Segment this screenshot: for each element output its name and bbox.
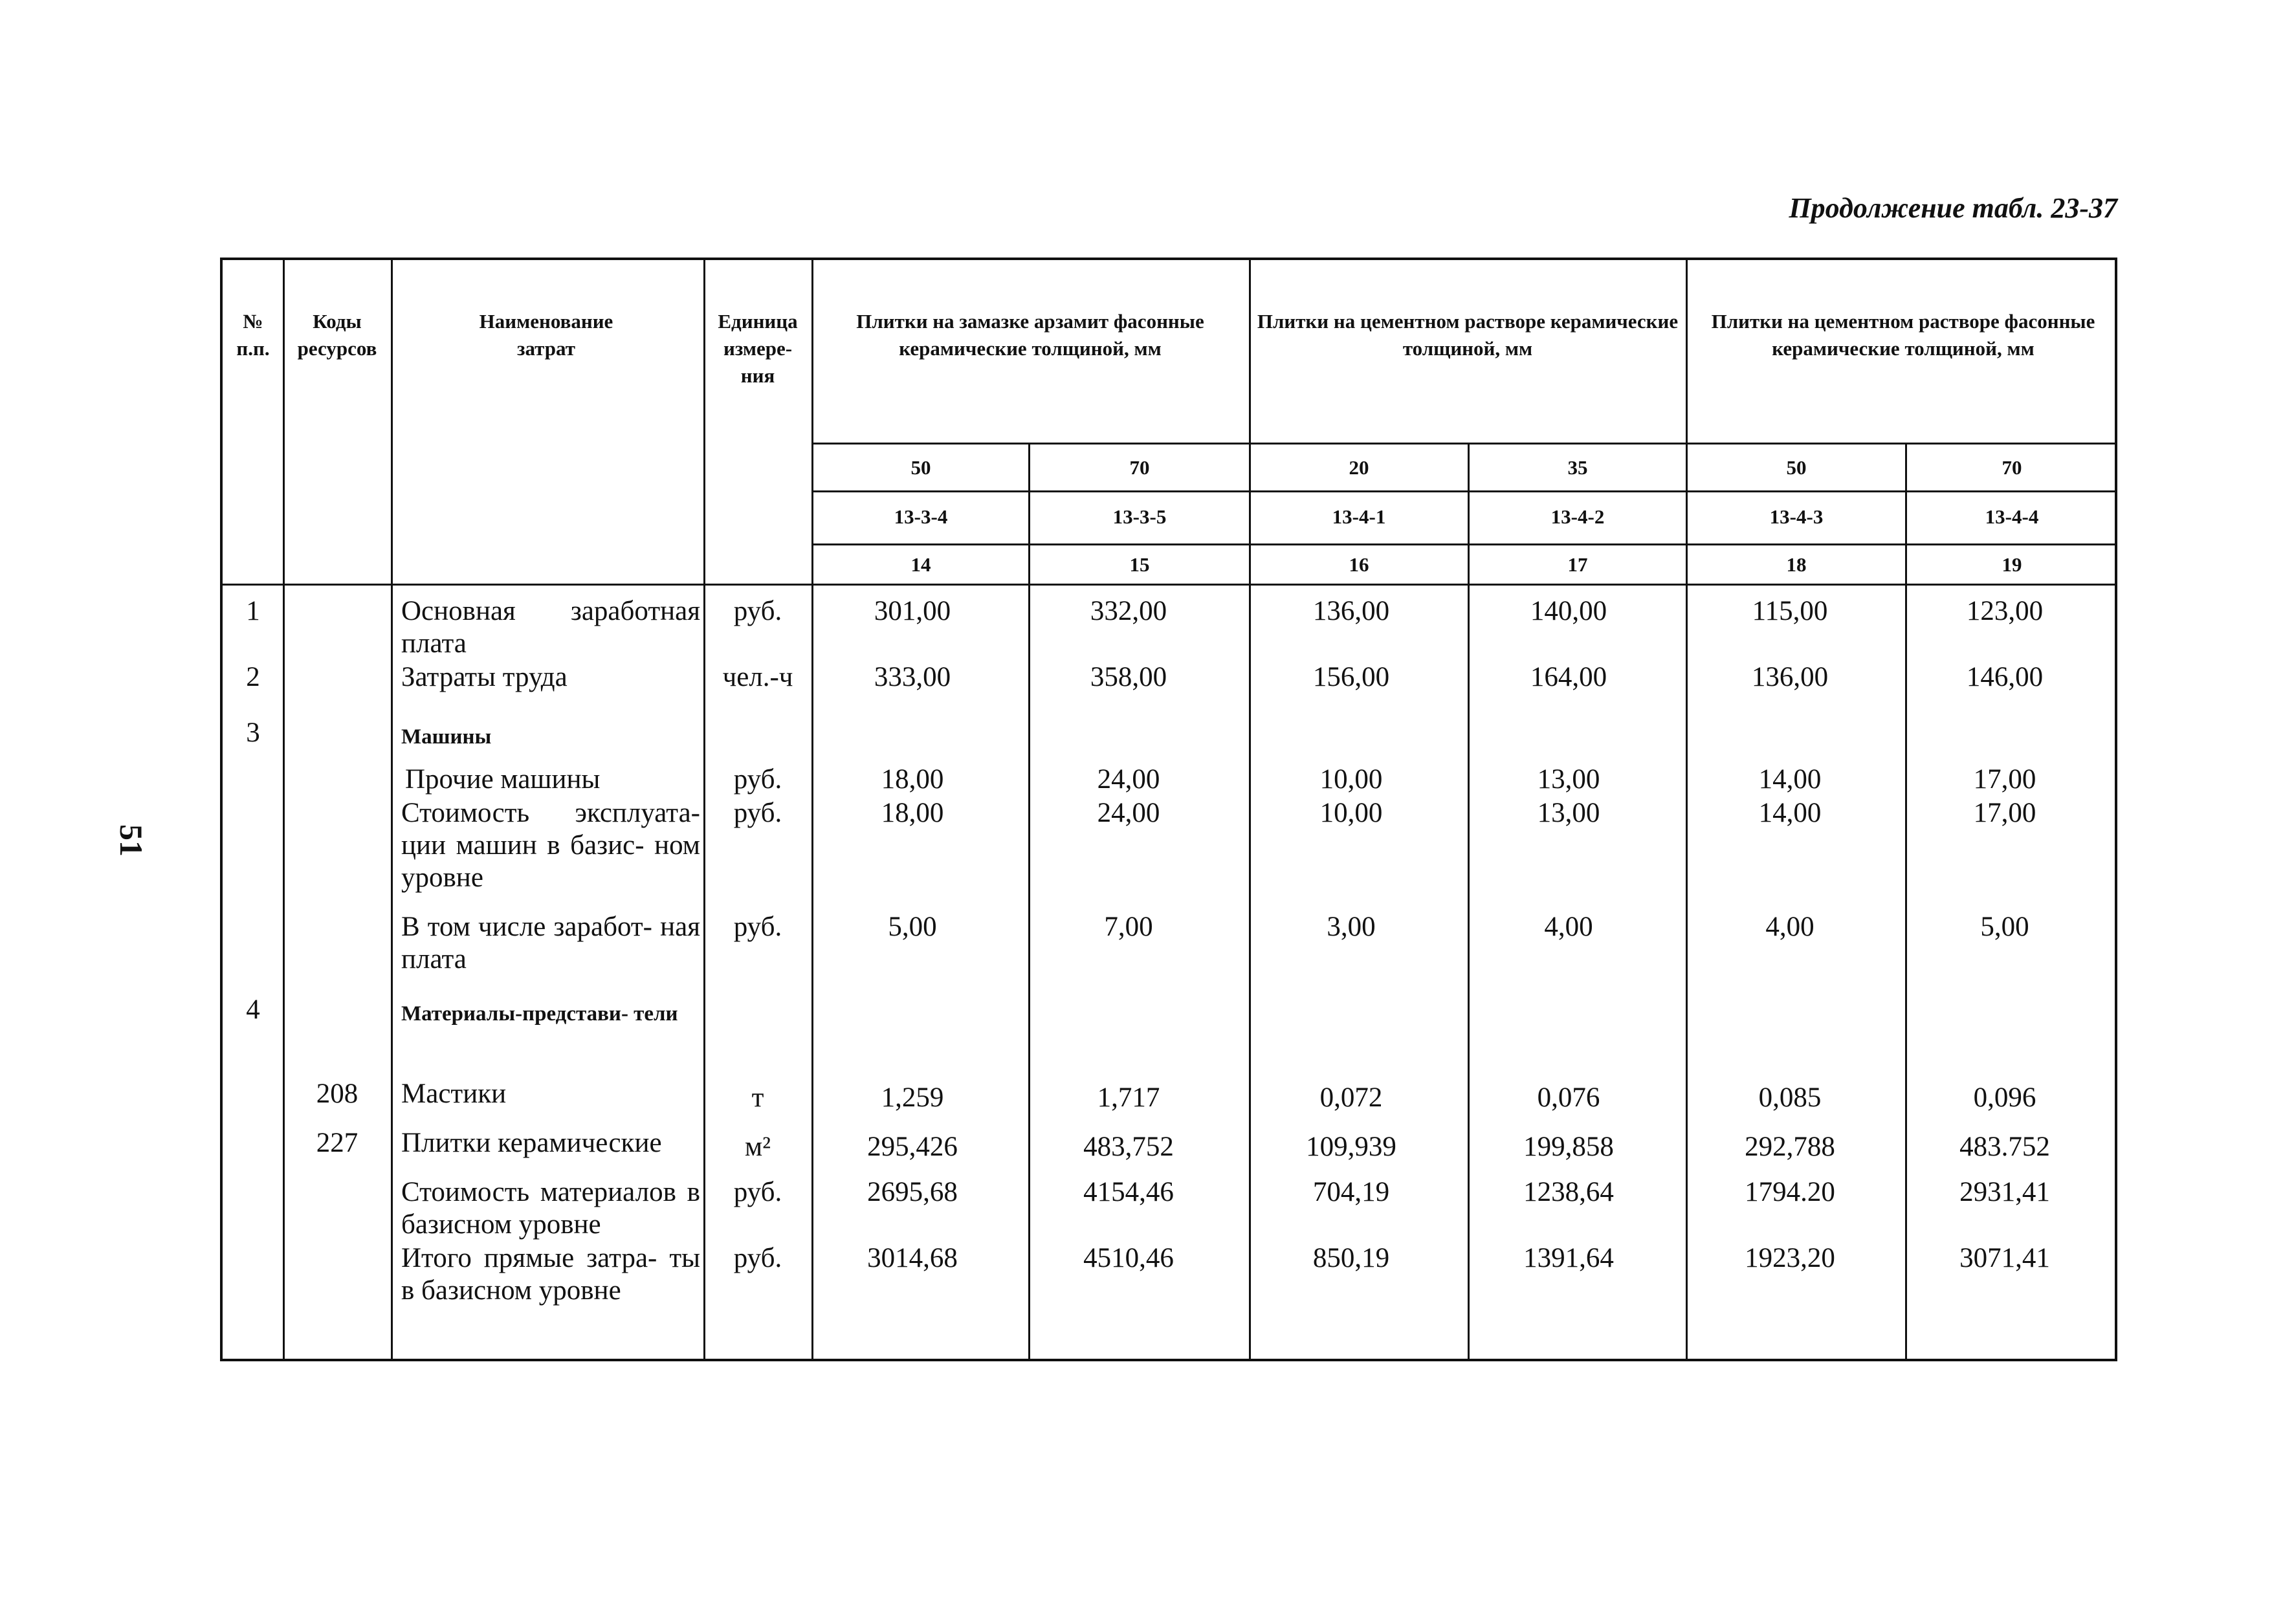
value-cell: 704,19 bbox=[1312, 1177, 1390, 1207]
table-continuation-caption: Продолжение табл. 23-37 bbox=[1789, 192, 2117, 224]
unit: т bbox=[751, 1082, 764, 1113]
thickness-cell: 70 bbox=[2002, 456, 2022, 479]
page-number: 51 bbox=[113, 824, 149, 857]
value-cell: 850,19 bbox=[1312, 1243, 1390, 1273]
resource-code: 227 bbox=[316, 1128, 358, 1158]
colnum-cell: 16 bbox=[1349, 553, 1369, 576]
value-cell: 136,00 bbox=[1312, 596, 1390, 626]
row-number: 4 bbox=[246, 994, 260, 1025]
value-cell: 5,00 bbox=[1980, 912, 2029, 942]
value-cell: 199,858 bbox=[1523, 1132, 1614, 1162]
cost-name: Прочие машины bbox=[405, 764, 601, 795]
value-cell: 14,00 bbox=[1758, 798, 1822, 828]
cost-name: Стоимость материалов в базисном уровне bbox=[401, 1177, 700, 1240]
row-divider bbox=[811, 490, 2117, 492]
value-cell: 4,00 bbox=[1544, 912, 1593, 942]
code-cell: 13-4-3 bbox=[1769, 505, 1824, 528]
cost-name: Затраты труда bbox=[401, 662, 568, 692]
value-cell: 10,00 bbox=[1319, 798, 1383, 828]
colnum-cell: 15 bbox=[1129, 553, 1150, 576]
unit: руб. bbox=[733, 764, 782, 795]
cost-name: Плитки керамические bbox=[401, 1128, 662, 1158]
code-cell: 13-4-1 bbox=[1332, 505, 1386, 528]
header-group-2: Плитки на цементном растворе керамические толщиной, мм bbox=[1257, 310, 1679, 360]
cost-name: Мастики bbox=[401, 1079, 507, 1109]
cost-name: Материалы-представи- тели bbox=[401, 1002, 678, 1026]
value-cell: 17,00 bbox=[1973, 798, 2036, 828]
thickness-cell: 20 bbox=[1349, 456, 1369, 479]
header-name: Наименование затрат bbox=[479, 310, 613, 360]
value-cell: 0,076 bbox=[1537, 1082, 1600, 1113]
value-cell: 164,00 bbox=[1530, 662, 1607, 692]
value-cell: 1923,20 bbox=[1745, 1243, 1835, 1273]
value-cell: 0,096 bbox=[1973, 1082, 2036, 1113]
value-cell: 0,072 bbox=[1319, 1082, 1383, 1113]
unit: руб. bbox=[733, 912, 782, 942]
value-cell: 2931,41 bbox=[1959, 1177, 2050, 1207]
cost-name: Машины bbox=[401, 725, 492, 749]
unit: руб. bbox=[733, 1177, 782, 1207]
value-cell: 18,00 bbox=[881, 764, 944, 795]
value-cell: 14,00 bbox=[1758, 764, 1822, 795]
value-cell: 13,00 bbox=[1537, 798, 1600, 828]
row-number: 3 bbox=[246, 718, 260, 748]
row-divider bbox=[811, 443, 2117, 444]
value-cell: 146,00 bbox=[1966, 662, 2044, 692]
row-number: 1 bbox=[246, 596, 260, 626]
unit: чел.-ч bbox=[722, 662, 793, 692]
value-cell: 4,00 bbox=[1765, 912, 1814, 942]
code-cell: 13-4-4 bbox=[1985, 505, 2039, 528]
header-no: № п.п. bbox=[236, 310, 270, 360]
value-cell: 109,939 bbox=[1306, 1132, 1396, 1162]
colnum-cell: 18 bbox=[1786, 553, 1807, 576]
row-divider bbox=[811, 543, 2117, 545]
code-cell: 13-3-5 bbox=[1112, 505, 1167, 528]
value-cell: 10,00 bbox=[1319, 764, 1383, 795]
cost-name: Основная заработная плата bbox=[401, 596, 700, 659]
thickness-cell: 35 bbox=[1567, 456, 1588, 479]
colnum-cell: 19 bbox=[2002, 553, 2022, 576]
header-unit: Единица измере- ния bbox=[718, 310, 798, 387]
value-cell: 136,00 bbox=[1751, 662, 1829, 692]
value-cell: 156,00 bbox=[1312, 662, 1390, 692]
value-cell: 123,00 bbox=[1966, 596, 2044, 626]
value-cell: 1,259 bbox=[881, 1082, 944, 1113]
value-cell: 17,00 bbox=[1973, 764, 2036, 795]
thickness-cell: 70 bbox=[1129, 456, 1150, 479]
col-divider bbox=[283, 260, 285, 1361]
code-cell: 13-3-4 bbox=[894, 505, 948, 528]
code-cell: 13-4-2 bbox=[1550, 505, 1605, 528]
value-cell: 3014,68 bbox=[867, 1243, 958, 1273]
colnum-cell: 17 bbox=[1567, 553, 1588, 576]
thickness-cell: 50 bbox=[1786, 456, 1807, 479]
value-cell: 3,00 bbox=[1327, 912, 1376, 942]
unit: руб. bbox=[733, 596, 782, 626]
value-cell: 13,00 bbox=[1537, 764, 1600, 795]
value-cell: 483.752 bbox=[1959, 1132, 2050, 1162]
unit: м² bbox=[744, 1132, 771, 1162]
value-cell: 2695,68 bbox=[867, 1177, 958, 1207]
value-cell: 333,00 bbox=[874, 662, 951, 692]
col-divider bbox=[391, 260, 393, 1361]
resource-code: 208 bbox=[316, 1079, 358, 1109]
value-cell: 24,00 bbox=[1097, 764, 1160, 795]
col-divider bbox=[1468, 444, 1470, 1361]
col-divider bbox=[1905, 444, 1907, 1361]
unit: руб. bbox=[733, 798, 782, 828]
value-cell: 292,788 bbox=[1745, 1132, 1835, 1162]
value-cell: 1238,64 bbox=[1523, 1177, 1614, 1207]
thickness-cell: 50 bbox=[910, 456, 931, 479]
value-cell: 301,00 bbox=[874, 596, 951, 626]
resource-table bbox=[220, 258, 2117, 1361]
value-cell: 3071,41 bbox=[1959, 1243, 2050, 1273]
value-cell: 5,00 bbox=[888, 912, 937, 942]
value-cell: 483,752 bbox=[1083, 1132, 1174, 1162]
header-codes: Коды ресурсов bbox=[297, 310, 377, 360]
value-cell: 358,00 bbox=[1090, 662, 1167, 692]
value-cell: 24,00 bbox=[1097, 798, 1160, 828]
col-divider bbox=[1028, 444, 1030, 1361]
value-cell: 18,00 bbox=[881, 798, 944, 828]
row-divider bbox=[223, 584, 2117, 586]
cost-name: Стоимость эксплуата- ции машин в базис- ном уровне bbox=[401, 798, 700, 893]
value-cell: 4154,46 bbox=[1083, 1177, 1174, 1207]
header-group-1: Плитки на замазке арзамит фасонные керамические толщиной, мм bbox=[856, 310, 1204, 360]
header-group-3: Плитки на цементном растворе фасонные керамические толщиной, мм bbox=[1711, 310, 2095, 360]
value-cell: 1794.20 bbox=[1745, 1177, 1835, 1207]
value-cell: 1391,64 bbox=[1523, 1243, 1614, 1273]
value-cell: 140,00 bbox=[1530, 596, 1607, 626]
colnum-cell: 14 bbox=[910, 553, 931, 576]
value-cell: 4510,46 bbox=[1083, 1243, 1174, 1273]
value-cell: 7,00 bbox=[1104, 912, 1153, 942]
unit: руб. bbox=[733, 1243, 782, 1273]
cost-name: В том числе заработ- ная плата bbox=[401, 912, 700, 974]
value-cell: 295,426 bbox=[867, 1132, 958, 1162]
value-cell: 1,717 bbox=[1097, 1082, 1160, 1113]
value-cell: 332,00 bbox=[1090, 596, 1167, 626]
row-number: 2 bbox=[246, 662, 260, 692]
cost-name: Итого прямые затра- ты в базисном уровне bbox=[401, 1243, 700, 1306]
value-cell: 0,085 bbox=[1758, 1082, 1822, 1113]
value-cell: 115,00 bbox=[1752, 596, 1828, 626]
